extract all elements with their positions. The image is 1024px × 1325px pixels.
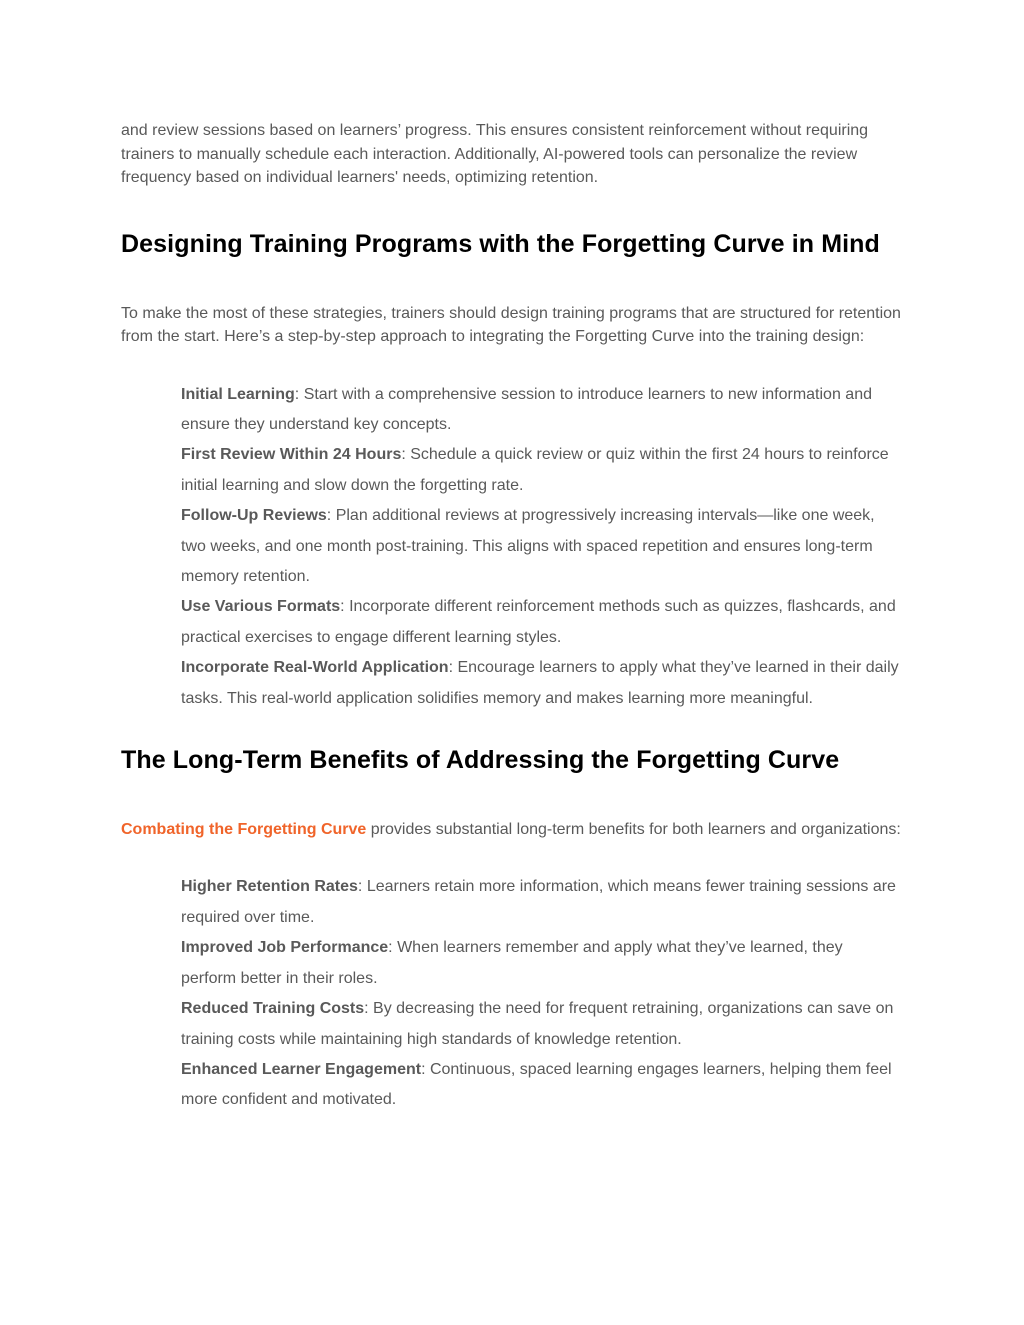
list-item <box>181 592 901 653</box>
list-item-text: : Continuous, spaced learning engages learners, helping them feel more confident and motivated. <box>181 1060 892 1109</box>
list-item-text: : Start with a comprehensive session to introduce learners to new information and ensure they understand key concepts. <box>181 385 872 433</box>
list-item-text: : Plan additional reviews at progressively increasing intervals—like one week, two weeks, and one month post-training. This aligns with spaced repetition and ensures long-term memory retention. <box>181 507 875 585</box>
list-item-term: Reduced Training Costs <box>181 1000 365 1018</box>
list-item-term: Initial Learning <box>181 385 295 403</box>
list-item-term: Improved Job Performance <box>181 939 389 957</box>
list-item-text: : By decreasing the need for frequent retraining, organizations can save on training costs while maintaining high standards of knowledge retention. <box>181 1000 894 1048</box>
designing-steps-list <box>181 380 901 714</box>
list-item <box>181 653 901 714</box>
designing-paragraph: To make the most of these strategies, trainers should design training programs that are structured for retention from the start. Here’s a step-by-step approach to integrating the Forgetting Curve into the training design: <box>121 304 901 345</box>
list-item-term: Incorporate Real-World Application <box>181 659 449 677</box>
designing-heading: Designing Training Programs with the Forgetting Curve in Mind <box>121 229 880 258</box>
list-item-term: Enhanced Learner Engagement <box>181 1060 422 1078</box>
benefits-heading: The Long-Term Benefits of Addressing the Forgetting Curve <box>121 745 840 774</box>
list-item <box>181 872 901 933</box>
list-item <box>181 994 901 1055</box>
benefits-paragraph-text: provides substantial long-term benefits for both learners and organizations: <box>366 820 901 838</box>
document-page <box>121 119 901 1116</box>
list-item <box>181 501 901 592</box>
benefits-paragraph <box>121 818 901 842</box>
list-item <box>181 440 901 501</box>
list-item-text: : Incorporate different reinforcement methods such as quizzes, flashcards, and practical exercises to engage different learning styles. <box>181 598 896 646</box>
list-item-text: : When learners remember and apply what they’ve learned, they perform better in their roles. <box>181 939 843 987</box>
list-item-term: Use Various Formats <box>181 598 341 616</box>
forgetting-curve-link[interactable]: Combating the Forgetting Curve <box>121 820 367 838</box>
list-item-term: First Review Within 24 Hours <box>181 446 402 464</box>
list-item <box>181 380 901 441</box>
benefits-list <box>181 872 901 1115</box>
intro-paragraph: and review sessions based on learners’ progress. This ensures consistent reinforcement without requiring trainers to manually schedule each interaction. Additionally, AI-powered tools can personalize the review frequency based on individual learners' needs, optimizing retention. <box>121 122 869 186</box>
list-item-term: Follow-Up Reviews <box>181 507 327 525</box>
list-item-text: : Learners retain more information, which means fewer training sessions are required over time. <box>181 878 896 926</box>
list-item-term: Higher Retention Rates <box>181 878 358 896</box>
list-item-text: : Encourage learners to apply what they’ve learned in their daily tasks. This real-world application solidifies memory and makes learning more meaningful. <box>181 659 899 707</box>
list-item <box>181 933 901 994</box>
list-item-text: : Schedule a quick review or quiz within the first 24 hours to reinforce initial learning and slow down the forgetting rate. <box>181 446 889 494</box>
list-item <box>181 1055 901 1116</box>
